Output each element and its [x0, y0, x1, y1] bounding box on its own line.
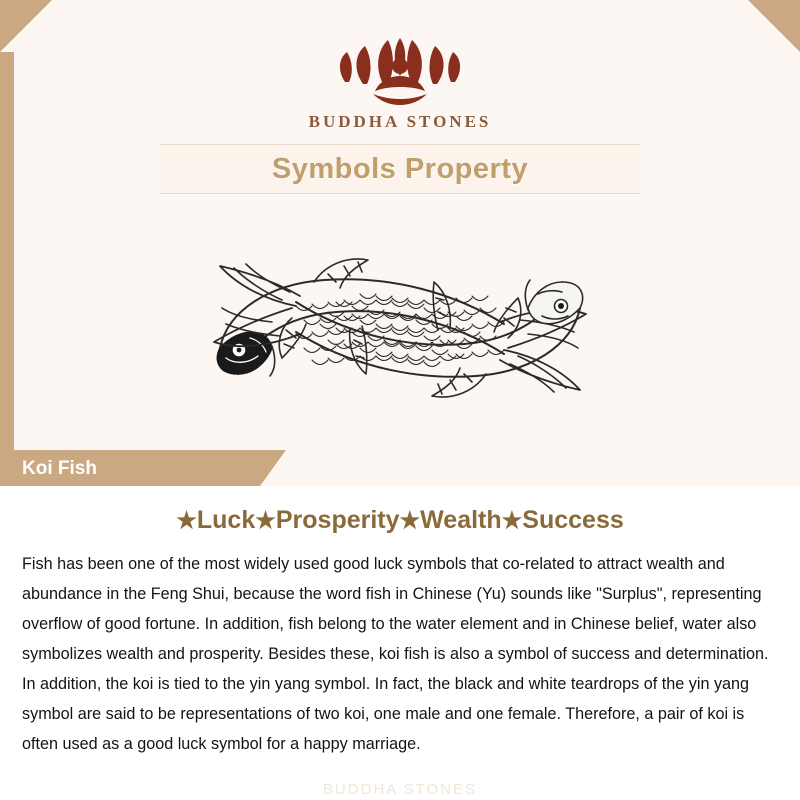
section-ribbon [0, 450, 260, 486]
keyword-list [0, 506, 800, 535]
page-title: Symbols Property [271, 152, 529, 185]
two-koi-fish-yin-yang-illustration [100, 198, 700, 458]
star-icon-4: ★ [501, 507, 523, 533]
brand-name: BUDDHA STONES [308, 112, 492, 131]
watermark-text: BUDDHA STONES [322, 781, 478, 798]
keyword-success: Success [522, 506, 624, 534]
page-title-band [160, 144, 640, 194]
keyword-luck: Luck [196, 506, 256, 534]
brand-header [0, 18, 800, 132]
keyword-prosperity: Prosperity [275, 506, 400, 534]
star-icon-3: ★ [399, 507, 421, 533]
star-icon-1: ★ [176, 507, 197, 533]
star-icon-2: ★ [255, 507, 276, 533]
lotus-meditation-icon [0, 18, 800, 108]
keyword-wealth: Wealth [420, 506, 502, 534]
description-paragraph: Fish has been one of the most widely used good luck symbols that co-related to attract wealth and abundance in the Feng Shui, because the word fish in Chinese (Yu) sounds like "Surplus", representing overflow of good fortune. In addition, fish belong to the water element and in Chinese belief, water also symbolizes wealth and prosperity. Besides these, koi fish is also a symbol of success and determination. In addition, the koi is tied to the yin yang symbol. In fact, the black and white teardrops of the yin yang symbol are said to be representations of two koi, one male and one female. Therefore, a pair of koi is often used as a good luck symbol for a happy marriage. [22, 555, 769, 753]
content-area [0, 486, 800, 800]
section-ribbon-label: Koi Fish [22, 458, 97, 479]
